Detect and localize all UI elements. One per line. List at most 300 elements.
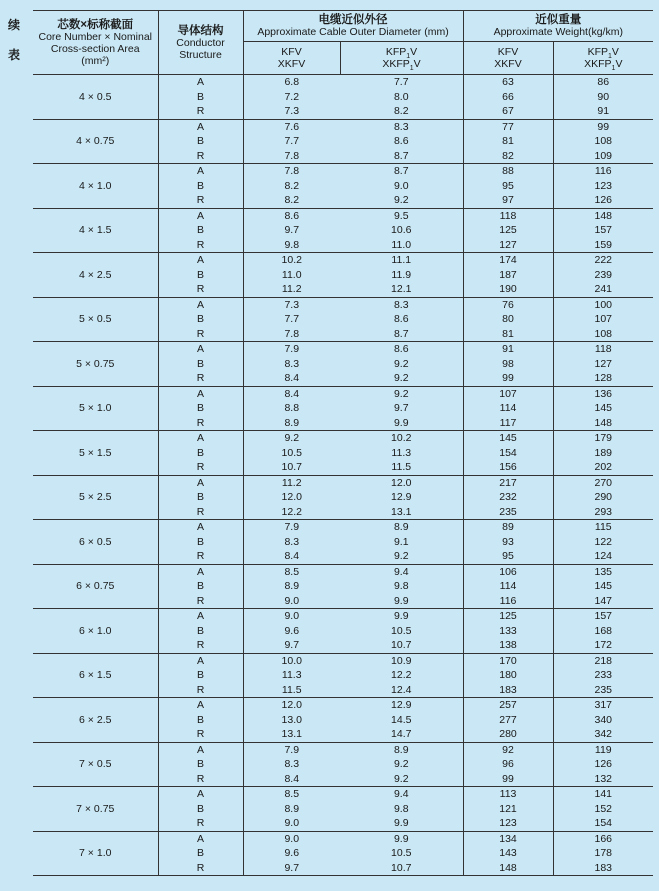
weight-kfv-cell: 125 bbox=[463, 609, 553, 624]
weight-kfp-cell: 109 bbox=[553, 149, 653, 164]
weight-kfv-cell: 96 bbox=[463, 757, 553, 772]
weight-kfp-cell: 183 bbox=[553, 861, 653, 876]
diameter-kfp-cell: 12.4 bbox=[340, 683, 463, 698]
col-kfp-line-2: $XKFP_1V$ bbox=[382, 58, 421, 73]
diameter-kfv-cell: 8.2 bbox=[243, 193, 340, 208]
conductor-cell: B bbox=[158, 624, 243, 639]
conductor-cell: A bbox=[158, 253, 243, 268]
diameter-kfv-cell: 11.0 bbox=[281, 268, 302, 281]
weight-kfv-cell: 116 bbox=[463, 594, 553, 609]
diameter-kfp-cell: 11.3 bbox=[340, 446, 463, 461]
weight-kfp-cell: 166 bbox=[594, 832, 613, 845]
header-spec-en-1: Core Number × Nominal bbox=[38, 30, 152, 43]
conductor-cell: A bbox=[158, 342, 243, 357]
header-diameter-en: Approximate Cable Outer Diameter (mm) bbox=[257, 26, 449, 38]
weight-kfv-cell: 156 bbox=[463, 460, 553, 475]
weight-kfv-cell: 76 bbox=[463, 297, 553, 312]
conductor-cell: A bbox=[158, 475, 243, 490]
diameter-kfp-cell: 9.2 bbox=[340, 386, 463, 401]
conductor-cell: R bbox=[158, 594, 243, 609]
table-row bbox=[33, 742, 653, 757]
weight-kfp-cell: 122 bbox=[594, 535, 613, 548]
table-header bbox=[33, 11, 653, 75]
diameter-kfp-cell: 12.2 bbox=[340, 668, 463, 683]
col-kfp-line-1: $KFP_1V$ bbox=[587, 46, 619, 61]
weight-kfp-cell: 86 bbox=[597, 76, 610, 88]
conductor-cell: A bbox=[158, 698, 243, 713]
weight-kfv-cell: 134 bbox=[463, 831, 553, 846]
col-kfp-line-2: $XKFP_1V$ bbox=[584, 58, 623, 73]
diameter-kfv-cell: 12.2 bbox=[243, 505, 340, 520]
weight-kfv-cell: 170 bbox=[463, 653, 553, 668]
diameter-kfv-cell: 7.6 bbox=[284, 120, 300, 133]
diameter-kfp-cell: 9.9 bbox=[340, 816, 463, 831]
weight-kfv-cell: 180 bbox=[463, 668, 553, 683]
weight-kfp-cell: 99 bbox=[597, 120, 610, 133]
diameter-kfv-cell: 9.0 bbox=[243, 594, 340, 609]
conductor-cell: R bbox=[158, 861, 243, 876]
conductor-cell: B bbox=[158, 179, 243, 194]
table-row bbox=[33, 653, 653, 668]
conductor-cell: B bbox=[158, 579, 243, 594]
weight-kfp-cell: 157 bbox=[594, 224, 613, 236]
diameter-kfp-cell: 13.1 bbox=[340, 505, 463, 520]
weight-kfv-cell: 93 bbox=[463, 535, 553, 550]
weight-kfp-cell: 118 bbox=[594, 343, 612, 355]
diameter-kfv-cell: 13.1 bbox=[243, 727, 340, 742]
diameter-kfp-cell: 12.9 bbox=[340, 698, 463, 713]
weight-kfv-cell: 63 bbox=[463, 75, 553, 90]
header-diameter-cn: 电缆近似外径 bbox=[318, 14, 388, 26]
conductor-cell: R bbox=[158, 193, 243, 208]
weight-kfp-cell: 218 bbox=[594, 654, 613, 667]
weight-kfp-cell: 178 bbox=[594, 847, 613, 859]
diameter-kfv-cell: 8.6 bbox=[284, 209, 300, 222]
conductor-cell: B bbox=[158, 802, 243, 817]
table-row bbox=[33, 164, 653, 179]
col-kfv-line-2: XKFV bbox=[494, 58, 522, 70]
weight-kfv-cell: 67 bbox=[463, 104, 553, 119]
weight-kfv-cell: 114 bbox=[463, 579, 553, 594]
conductor-cell: R bbox=[158, 549, 243, 564]
spec-cell: 6 × 0.5 bbox=[33, 520, 158, 565]
col-kfp-line-1: $KFP_1V$ bbox=[385, 46, 418, 61]
weight-kfv-cell: 183 bbox=[463, 683, 553, 698]
diameter-kfv-cell: 13.0 bbox=[281, 713, 302, 726]
weight-kfp-cell: 340 bbox=[594, 713, 613, 726]
weight-kfv-cell: 277 bbox=[463, 713, 553, 728]
diameter-kfv-cell: 8.3 bbox=[284, 758, 300, 770]
conductor-cell: R bbox=[158, 327, 243, 342]
conductor-cell: B bbox=[158, 535, 243, 550]
diameter-kfv-cell: 9.7 bbox=[243, 638, 340, 653]
conductor-cell: A bbox=[158, 119, 243, 134]
table-row bbox=[33, 698, 653, 713]
diameter-kfp-cell: 9.4 bbox=[340, 787, 463, 802]
weight-kfp-cell: 235 bbox=[553, 683, 653, 698]
weight-kfv-cell: 99 bbox=[463, 772, 553, 787]
conductor-cell: R bbox=[158, 727, 243, 742]
weight-kfv-cell: 97 bbox=[463, 193, 553, 208]
weight-kfv-cell: 106 bbox=[463, 564, 553, 579]
diameter-kfp-cell: 8.7 bbox=[340, 327, 463, 342]
header-spec-en-2: Cross-section Area bbox=[50, 42, 140, 55]
weight-kfp-cell: 293 bbox=[553, 505, 653, 520]
diameter-kfp-cell: 9.2 bbox=[340, 371, 463, 386]
conductor-cell: B bbox=[158, 401, 243, 416]
diameter-kfp-cell: 8.9 bbox=[340, 742, 463, 757]
diameter-kfp-cell: 9.9 bbox=[340, 831, 463, 846]
diameter-kfp-cell: 10.9 bbox=[340, 653, 463, 668]
weight-kfp-cell: 148 bbox=[594, 209, 613, 222]
weight-kfv-cell: 280 bbox=[463, 727, 553, 742]
diameter-kfv-cell: 6.8 bbox=[284, 76, 300, 88]
conductor-cell: A bbox=[158, 208, 243, 223]
diameter-kfv-cell: 9.6 bbox=[284, 624, 300, 637]
weight-kfp-cell: 147 bbox=[553, 594, 653, 609]
diameter-kfp-cell: 8.6 bbox=[340, 312, 463, 327]
header-diameter bbox=[243, 11, 463, 42]
weight-kfp-cell: 222 bbox=[594, 254, 613, 266]
conductor-cell: A bbox=[158, 164, 243, 179]
diameter-kfp-cell: 9.2 bbox=[340, 549, 463, 564]
side-label-char-2: 表 bbox=[8, 48, 21, 62]
weight-kfp-cell: 202 bbox=[553, 460, 653, 475]
weight-kfv-cell: 235 bbox=[463, 505, 553, 520]
diameter-kfp-cell: 9.1 bbox=[340, 535, 463, 550]
diameter-kfv-cell: 11.5 bbox=[243, 683, 340, 698]
diameter-kfp-cell: 8.0 bbox=[340, 90, 463, 105]
table-row bbox=[33, 831, 653, 846]
side-label-char-1: 续 bbox=[8, 18, 21, 32]
weight-kfv-cell: 117 bbox=[463, 416, 553, 431]
spec-cell: 5 × 0.75 bbox=[33, 342, 158, 387]
spec-cell: 4 × 0.5 bbox=[33, 75, 158, 120]
table-row bbox=[33, 342, 653, 357]
diameter-kfv-cell: 8.8 bbox=[284, 402, 300, 414]
diameter-kfv-cell: 10.5 bbox=[281, 446, 302, 459]
diameter-kfv-cell: 12.0 bbox=[281, 699, 302, 711]
weight-kfp-cell: 136 bbox=[594, 387, 613, 400]
conductor-cell: A bbox=[158, 297, 243, 312]
weight-kfv-cell: 82 bbox=[463, 149, 553, 164]
spec-cell: 7 × 0.75 bbox=[33, 787, 158, 832]
spec-cell: 7 × 1.0 bbox=[33, 831, 158, 876]
diameter-kfp-cell: 12.9 bbox=[340, 490, 463, 505]
header-dia-kfv bbox=[243, 42, 340, 75]
table-body bbox=[33, 75, 653, 876]
weight-kfp-cell: 270 bbox=[594, 476, 613, 489]
diameter-kfp-cell: 10.7 bbox=[340, 638, 463, 653]
conductor-cell: B bbox=[158, 223, 243, 238]
diameter-kfv-cell: 8.4 bbox=[243, 772, 340, 787]
header-wt-kfv bbox=[463, 42, 553, 75]
spec-cell: 5 × 2.5 bbox=[33, 475, 158, 520]
conductor-cell: A bbox=[158, 742, 243, 757]
table-row bbox=[33, 119, 653, 134]
weight-kfv-cell: 154 bbox=[463, 446, 553, 461]
weight-kfv-cell: 174 bbox=[463, 253, 553, 268]
weight-kfp-cell: 132 bbox=[553, 772, 653, 787]
conductor-cell: B bbox=[158, 268, 243, 283]
spec-cell: 5 × 0.5 bbox=[33, 297, 158, 342]
conductor-cell: A bbox=[158, 653, 243, 668]
diameter-kfp-cell: 9.2 bbox=[340, 757, 463, 772]
diameter-kfp-cell: 10.5 bbox=[340, 846, 463, 861]
diameter-kfv-cell: 11.2 bbox=[281, 476, 302, 489]
conductor-cell: A bbox=[158, 75, 243, 90]
conductor-cell: A bbox=[158, 520, 243, 535]
weight-kfp-cell: 290 bbox=[594, 491, 613, 503]
conductor-cell: R bbox=[158, 149, 243, 164]
weight-kfv-cell: 127 bbox=[463, 238, 553, 253]
diameter-kfv-cell: 7.7 bbox=[284, 135, 300, 147]
diameter-kfp-cell: 8.3 bbox=[340, 297, 463, 312]
diameter-kfv-cell: 8.9 bbox=[243, 416, 340, 431]
conductor-cell: A bbox=[158, 609, 243, 624]
weight-kfv-cell: 95 bbox=[463, 549, 553, 564]
continued-table-label bbox=[8, 10, 30, 70]
weight-kfp-cell: 241 bbox=[553, 282, 653, 297]
spec-cell: 6 × 0.75 bbox=[33, 564, 158, 609]
diameter-kfv-cell: 9.6 bbox=[284, 847, 300, 859]
spec-cell: 5 × 1.0 bbox=[33, 386, 158, 431]
conductor-cell: B bbox=[158, 757, 243, 772]
conductor-cell: R bbox=[158, 638, 243, 653]
weight-kfp-cell: 317 bbox=[594, 699, 613, 711]
diameter-kfp-cell: 8.6 bbox=[340, 134, 463, 149]
col-kfv-line-1: KFV bbox=[497, 46, 519, 58]
diameter-kfp-cell: 8.9 bbox=[340, 520, 463, 535]
weight-kfv-cell: 92 bbox=[463, 742, 553, 757]
diameter-kfp-cell: 9.0 bbox=[340, 179, 463, 194]
col-kfv-line-1: KFV bbox=[281, 46, 302, 58]
diameter-kfp-cell: 8.7 bbox=[340, 164, 463, 179]
weight-kfv-cell: 123 bbox=[463, 816, 553, 831]
spec-cell: 4 × 2.5 bbox=[33, 253, 158, 298]
weight-kfp-cell: 179 bbox=[594, 432, 613, 444]
weight-kfv-cell: 118 bbox=[463, 208, 553, 223]
weight-kfv-cell: 80 bbox=[463, 312, 553, 327]
weight-kfp-cell: 119 bbox=[594, 743, 612, 756]
diameter-kfp-cell: 10.2 bbox=[340, 431, 463, 446]
diameter-kfv-cell: 9.7 bbox=[284, 224, 300, 236]
table-row bbox=[33, 609, 653, 624]
weight-kfp-cell: 91 bbox=[553, 104, 653, 119]
table-row bbox=[33, 431, 653, 446]
weight-kfp-cell: 108 bbox=[594, 135, 613, 147]
conductor-cell: B bbox=[158, 846, 243, 861]
spec-cell: 5 × 1.5 bbox=[33, 431, 158, 476]
weight-kfp-cell: 172 bbox=[553, 638, 653, 653]
weight-kfv-cell: 95 bbox=[463, 179, 553, 194]
weight-kfp-cell: 123 bbox=[594, 179, 613, 192]
weight-kfv-cell: 217 bbox=[463, 475, 553, 490]
conductor-cell: B bbox=[158, 668, 243, 683]
table-row bbox=[33, 208, 653, 223]
conductor-cell: A bbox=[158, 386, 243, 401]
weight-kfv-cell: 138 bbox=[463, 638, 553, 653]
diameter-kfp-cell: 9.5 bbox=[340, 208, 463, 223]
conductor-cell: R bbox=[158, 772, 243, 787]
weight-kfp-cell: 342 bbox=[553, 727, 653, 742]
diameter-kfv-cell: 8.4 bbox=[243, 371, 340, 386]
weight-kfp-cell: 145 bbox=[594, 580, 613, 592]
weight-kfv-cell: 143 bbox=[463, 846, 553, 861]
table-row bbox=[33, 787, 653, 802]
diameter-kfp-cell: 14.5 bbox=[340, 713, 463, 728]
diameter-kfp-cell: 12.1 bbox=[340, 282, 463, 297]
weight-kfp-cell: 127 bbox=[594, 357, 613, 370]
diameter-kfv-cell: 9.0 bbox=[243, 816, 340, 831]
conductor-cell: R bbox=[158, 282, 243, 297]
weight-kfv-cell: 232 bbox=[463, 490, 553, 505]
diameter-kfv-cell: 9.0 bbox=[284, 610, 300, 622]
diameter-kfv-cell: 8.4 bbox=[243, 549, 340, 564]
weight-kfv-cell: 133 bbox=[463, 624, 553, 639]
weight-kfp-cell: 152 bbox=[594, 802, 613, 815]
conductor-cell: B bbox=[158, 357, 243, 372]
conductor-cell: B bbox=[158, 312, 243, 327]
weight-kfv-cell: 114 bbox=[463, 401, 553, 416]
weight-kfp-cell: 100 bbox=[594, 298, 613, 311]
diameter-kfp-cell: 11.0 bbox=[340, 238, 463, 253]
weight-kfv-cell: 77 bbox=[463, 119, 553, 134]
spec-cell: 6 × 1.0 bbox=[33, 609, 158, 654]
diameter-kfv-cell: 8.4 bbox=[284, 387, 300, 400]
col-kfv-line-2: XKFV bbox=[277, 58, 306, 70]
diameter-kfp-cell: 9.8 bbox=[340, 579, 463, 594]
header-dia-kfp bbox=[340, 42, 463, 75]
header-weight bbox=[463, 11, 653, 42]
weight-kfp-cell: 168 bbox=[594, 624, 613, 637]
weight-kfv-cell: 99 bbox=[463, 371, 553, 386]
header-wt-kfp bbox=[553, 42, 653, 75]
weight-kfp-cell: 233 bbox=[594, 669, 613, 681]
diameter-kfv-cell: 7.8 bbox=[284, 165, 300, 177]
header-weight-cn: 近似重量 bbox=[535, 14, 582, 26]
table-row bbox=[33, 564, 653, 579]
diameter-kfv-cell: 8.9 bbox=[284, 580, 300, 592]
diameter-kfp-cell: 9.4 bbox=[340, 564, 463, 579]
weight-kfv-cell: 98 bbox=[463, 357, 553, 372]
conductor-cell: R bbox=[158, 238, 243, 253]
diameter-kfp-cell: 9.2 bbox=[340, 357, 463, 372]
weight-kfp-cell: 154 bbox=[553, 816, 653, 831]
table-row bbox=[33, 253, 653, 268]
weight-kfp-cell: 115 bbox=[594, 521, 612, 533]
weight-kfv-cell: 121 bbox=[463, 802, 553, 817]
weight-kfp-cell: 135 bbox=[594, 565, 613, 578]
diameter-kfp-cell: 9.7 bbox=[340, 401, 463, 416]
conductor-cell: A bbox=[158, 564, 243, 579]
diameter-kfv-cell: 7.9 bbox=[284, 343, 300, 355]
spec-cell: 7 × 0.5 bbox=[33, 742, 158, 787]
weight-kfv-cell: 145 bbox=[463, 431, 553, 446]
weight-kfp-cell: 108 bbox=[553, 327, 653, 342]
table-row bbox=[33, 386, 653, 401]
diameter-kfp-cell: 11.9 bbox=[340, 268, 463, 283]
header-conductor-en-2: Structure bbox=[179, 48, 222, 61]
conductor-cell: R bbox=[158, 416, 243, 431]
diameter-kfv-cell: 7.9 bbox=[284, 743, 300, 756]
header-spec-cn: 芯数×标称截面 bbox=[57, 18, 134, 31]
conductor-cell: B bbox=[158, 490, 243, 505]
diameter-kfp-cell: 8.6 bbox=[340, 342, 463, 357]
weight-kfv-cell: 91 bbox=[463, 342, 553, 357]
weight-kfp-cell: 116 bbox=[594, 165, 612, 177]
diameter-kfp-cell: 8.3 bbox=[340, 119, 463, 134]
weight-kfp-cell: 159 bbox=[553, 238, 653, 253]
diameter-kfv-cell: 9.2 bbox=[284, 432, 300, 444]
spec-cell: 4 × 1.0 bbox=[33, 164, 158, 209]
cable-spec-table bbox=[33, 10, 653, 876]
spec-cell: 6 × 2.5 bbox=[33, 698, 158, 743]
conductor-cell: B bbox=[158, 90, 243, 105]
diameter-kfp-cell: 7.7 bbox=[340, 75, 463, 90]
diameter-kfp-cell: 10.5 bbox=[340, 624, 463, 639]
diameter-kfv-cell: 8.5 bbox=[284, 565, 300, 578]
weight-kfp-cell: 128 bbox=[553, 371, 653, 386]
weight-kfv-cell: 148 bbox=[463, 861, 553, 876]
weight-kfp-cell: 189 bbox=[594, 446, 613, 459]
diameter-kfp-cell: 9.2 bbox=[340, 193, 463, 208]
diameter-kfv-cell: 9.0 bbox=[284, 832, 300, 845]
table-row bbox=[33, 520, 653, 535]
weight-kfv-cell: 190 bbox=[463, 282, 553, 297]
weight-kfv-cell: 187 bbox=[463, 268, 553, 283]
conductor-cell: B bbox=[158, 134, 243, 149]
weight-kfv-cell: 257 bbox=[463, 698, 553, 713]
table-row bbox=[33, 75, 653, 90]
diameter-kfv-cell: 8.3 bbox=[284, 535, 300, 548]
diameter-kfv-cell: 11.3 bbox=[281, 669, 302, 681]
conductor-cell: A bbox=[158, 787, 243, 802]
weight-kfv-cell: 89 bbox=[463, 520, 553, 535]
weight-kfp-cell: 157 bbox=[594, 610, 613, 622]
diameter-kfv-cell: 7.8 bbox=[243, 149, 340, 164]
header-conductor-en-1: Conductor bbox=[176, 36, 225, 49]
diameter-kfv-cell: 7.8 bbox=[243, 327, 340, 342]
diameter-kfp-cell: 9.9 bbox=[340, 609, 463, 624]
diameter-kfv-cell: 11.2 bbox=[243, 282, 340, 297]
diameter-kfv-cell: 10.2 bbox=[281, 254, 302, 266]
diameter-kfv-cell: 8.3 bbox=[284, 357, 300, 370]
weight-kfv-cell: 113 bbox=[463, 787, 553, 802]
weight-kfp-cell: 90 bbox=[597, 90, 610, 103]
conductor-cell: A bbox=[158, 831, 243, 846]
diameter-kfv-cell: 8.5 bbox=[284, 788, 300, 800]
weight-kfv-cell: 66 bbox=[463, 90, 553, 105]
conductor-cell: B bbox=[158, 446, 243, 461]
header-weight-en: Approximate Weight(kg/km) bbox=[493, 26, 623, 38]
weight-kfv-cell: 81 bbox=[463, 327, 553, 342]
conductor-cell: A bbox=[158, 431, 243, 446]
conductor-cell: R bbox=[158, 505, 243, 520]
weight-kfp-cell: 145 bbox=[594, 402, 613, 414]
header-conductor bbox=[158, 11, 243, 75]
table-row bbox=[33, 475, 653, 490]
header-spec-unit: (mm²) bbox=[81, 54, 110, 67]
diameter-kfv-cell: 10.0 bbox=[281, 654, 302, 667]
weight-kfp-cell: 148 bbox=[553, 416, 653, 431]
diameter-kfv-cell: 10.7 bbox=[243, 460, 340, 475]
weight-kfv-cell: 107 bbox=[463, 386, 553, 401]
diameter-kfp-cell: 8.2 bbox=[340, 104, 463, 119]
diameter-kfp-cell: 9.8 bbox=[340, 802, 463, 817]
conductor-cell: B bbox=[158, 713, 243, 728]
table-row bbox=[33, 297, 653, 312]
